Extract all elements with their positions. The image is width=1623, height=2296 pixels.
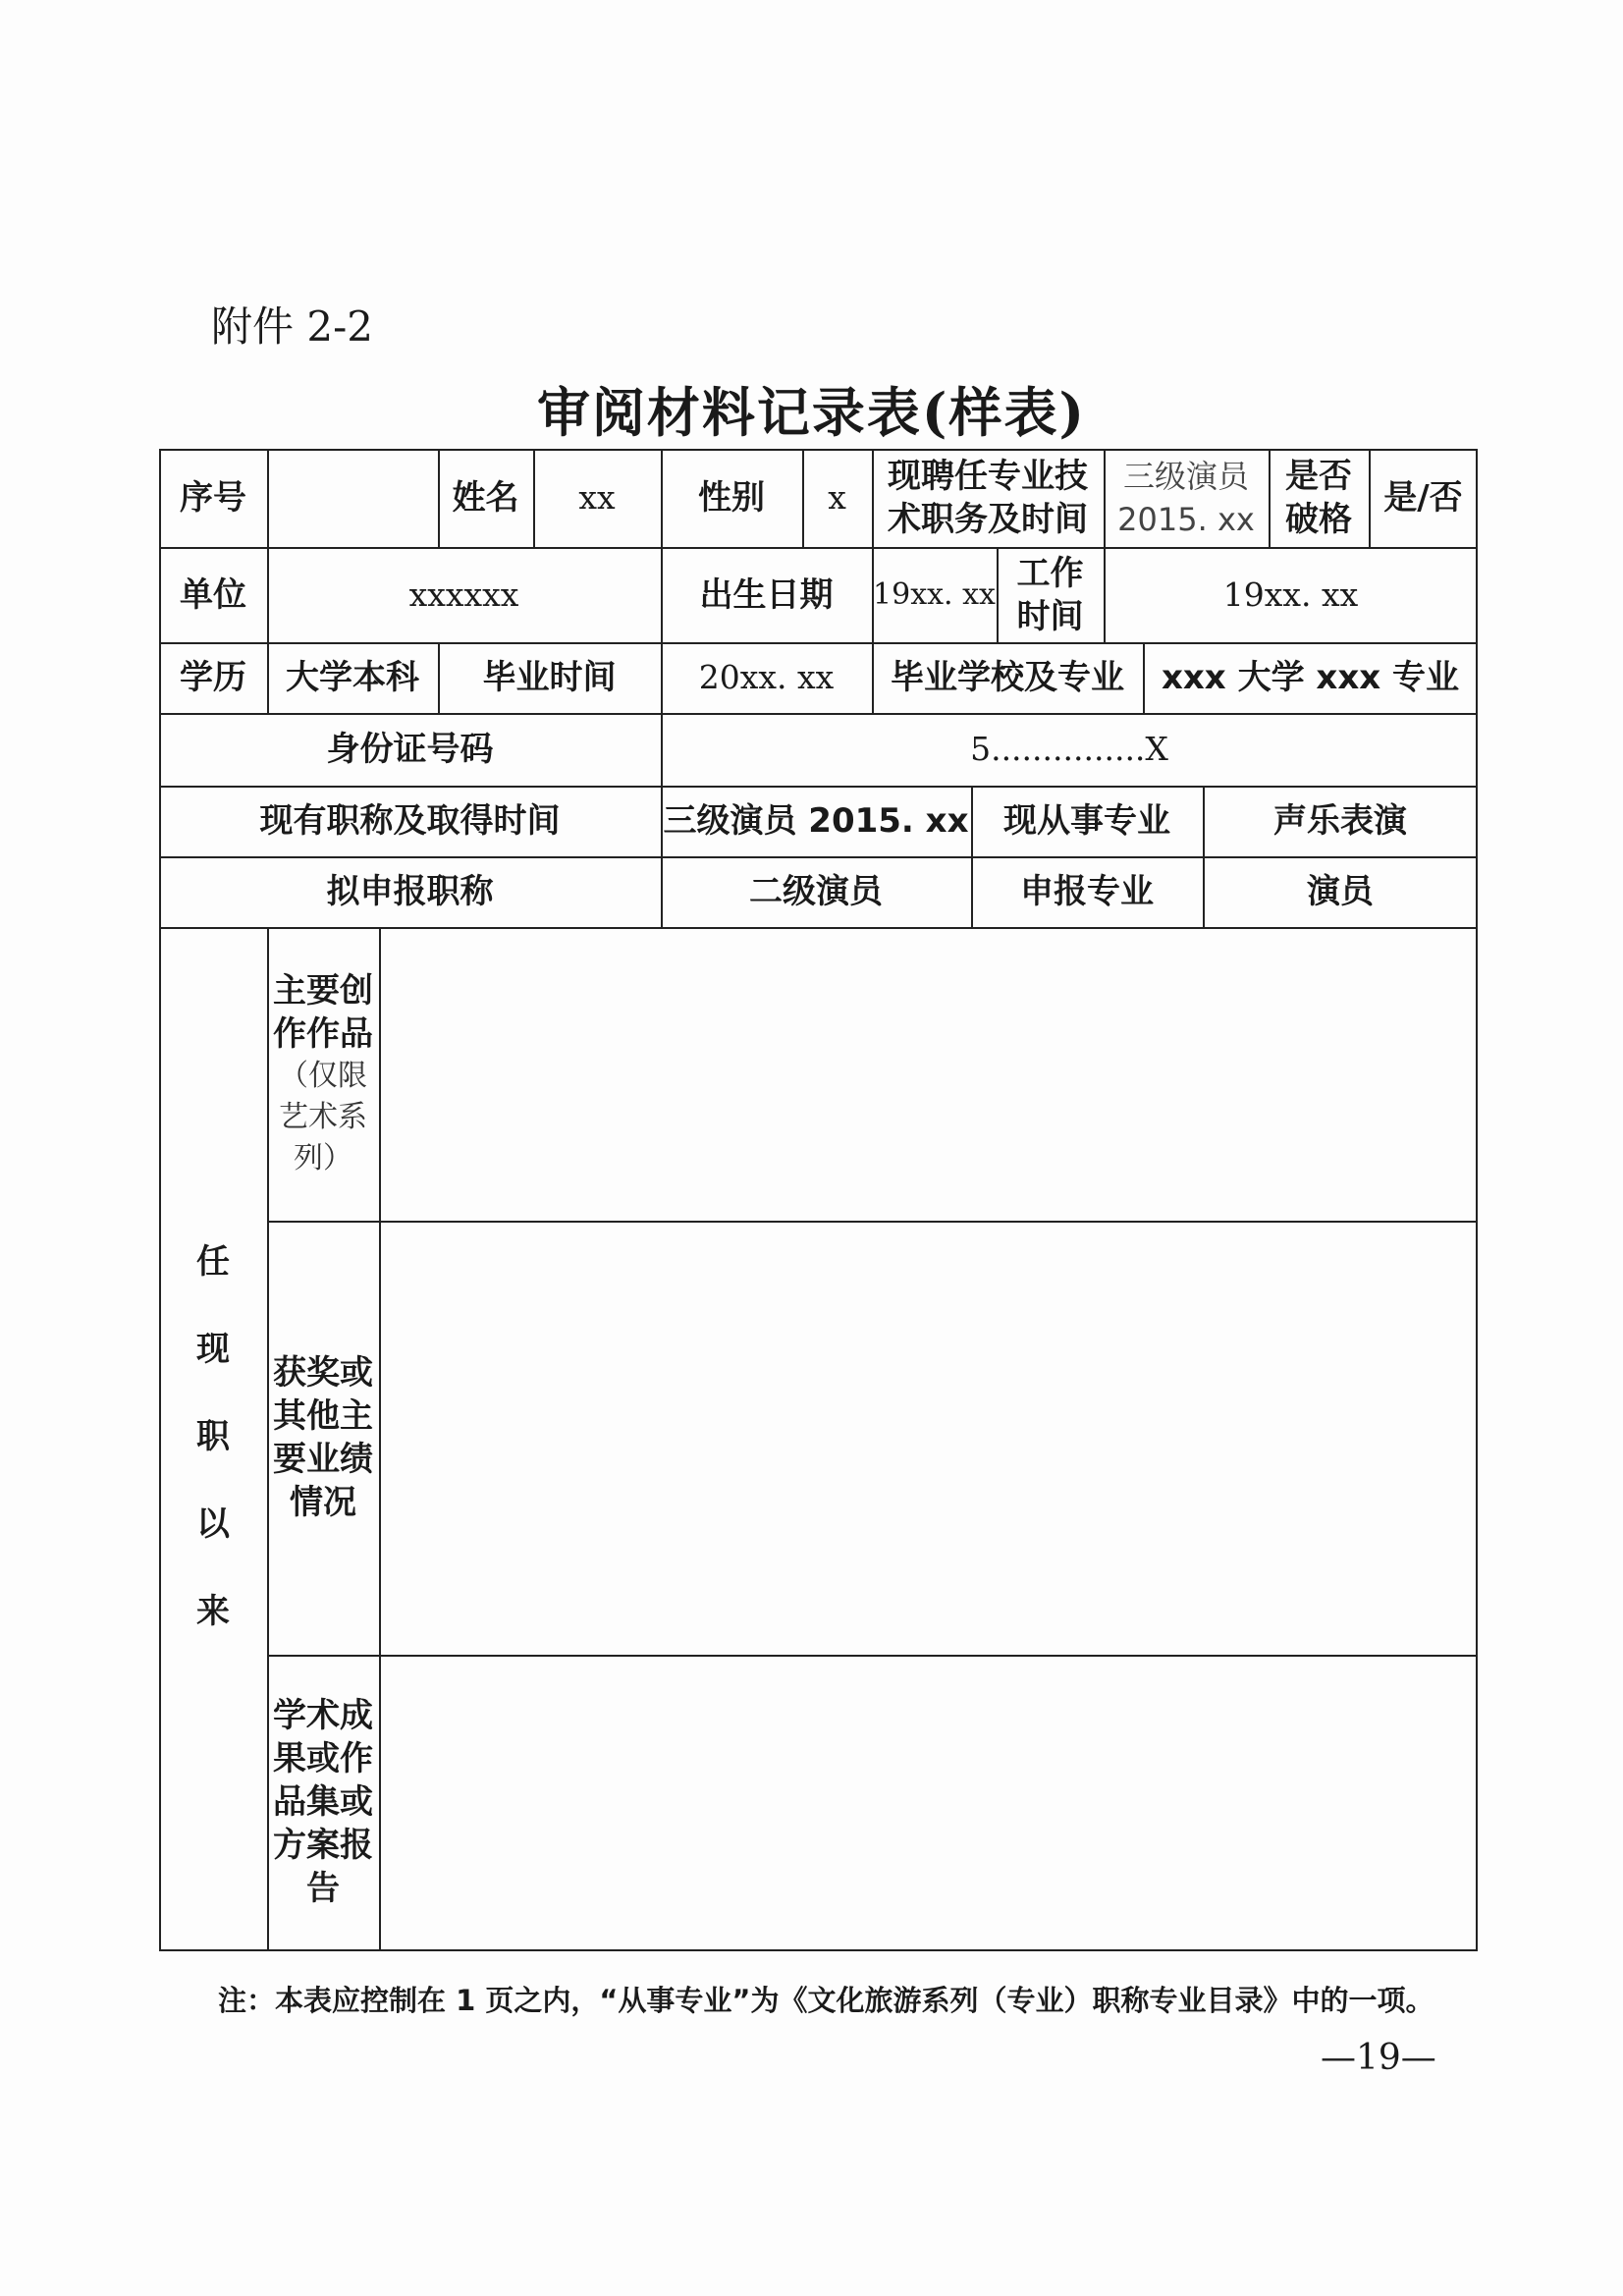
main-works-label-line1: 主要创: [273, 970, 373, 1011]
seq-value-field[interactable]: [267, 449, 438, 547]
awards-label-line3: 要业绩: [273, 1440, 373, 1479]
apply-title-label: 拟申报职称: [326, 872, 494, 911]
awards-label-line2: 其他主: [273, 1396, 373, 1436]
main-works-note-line1: （仅限: [279, 1058, 367, 1093]
academic-label-line4: 方案报: [273, 1826, 373, 1865]
academic-label-line1: 学术成: [273, 1696, 373, 1735]
apply-major-value-field[interactable]: 演员: [1307, 872, 1374, 911]
main-works-label: [267, 927, 379, 1221]
work-time-value-field[interactable]: 19xx. xx: [1222, 574, 1359, 614]
birth-value-field[interactable]: 19xx. xx: [873, 576, 996, 612]
breakthrough-label: [1269, 449, 1369, 547]
side-char-2: 现: [196, 1330, 230, 1369]
academic-label: [267, 1655, 379, 1949]
main-works-note-line2: 艺术系: [279, 1099, 367, 1134]
main-works-label-line2: 作作品: [273, 1013, 373, 1054]
current-post-value-field[interactable]: [1104, 449, 1269, 547]
academic-field[interactable]: [379, 1655, 1478, 1949]
academic-label-line3: 品集或: [273, 1782, 373, 1822]
current-post-label: [872, 449, 1104, 547]
review-record-table: [159, 449, 1478, 1951]
current-post-label-line2: 术职务及时间: [888, 500, 1088, 539]
current-major-label: 现从事专业: [1003, 801, 1170, 841]
footnote: 注：本表应控制在 1 页之内，“从事专业”为《文化旅游系列（专业）职称专业目录》中的一项。: [218, 1984, 1434, 2017]
academic-label-line5: 告: [306, 1869, 340, 1908]
apply-title-value-field[interactable]: 二级演员: [749, 872, 883, 911]
side-char-3: 职: [196, 1417, 230, 1456]
current-title-label: 现有职称及取得时间: [259, 801, 561, 841]
main-works-note-line3: 列）: [294, 1140, 352, 1175]
unit-value-field[interactable]: xxxxxx: [408, 574, 519, 614]
gender-value-field[interactable]: x: [828, 478, 846, 517]
birth-label: 出生日期: [699, 574, 834, 615]
current-post-label-line1: 现聘任专业技: [888, 457, 1088, 496]
work-time-label-line1: 工作: [1016, 553, 1084, 593]
id-number-value-field[interactable]: 5...............X: [970, 730, 1168, 768]
apply-major-label: 申报专业: [1020, 872, 1154, 911]
seq-label: 序号: [180, 478, 246, 518]
side-char-5: 来: [196, 1592, 230, 1631]
current-post-value-line1: 三级演员: [1122, 458, 1249, 495]
school-major-label: 毕业学校及专业: [891, 658, 1124, 697]
current-major-value-field[interactable]: 声乐表演: [1273, 801, 1407, 841]
education-value-field[interactable]: 大学本科: [286, 658, 419, 697]
awards-label: [267, 1221, 379, 1655]
unit-label: 单位: [180, 574, 246, 615]
awards-label-line4: 情况: [290, 1483, 356, 1522]
current-post-value-line2: 2015. xx: [1117, 501, 1255, 538]
page-number: —19—: [1321, 2038, 1436, 2078]
since-current-post-label: [159, 1215, 267, 1652]
side-char-4: 以: [196, 1504, 230, 1544]
breakthrough-label-line2: 破格: [1285, 500, 1352, 539]
main-works-field[interactable]: [379, 927, 1478, 1221]
graduation-time-value-field[interactable]: 20xx. xx: [698, 658, 835, 696]
awards-label-line1: 获奖或: [273, 1353, 373, 1393]
work-time-label: [997, 547, 1104, 642]
id-number-label: 身份证号码: [326, 730, 494, 769]
name-value-field[interactable]: xx: [578, 478, 616, 517]
name-label: 姓名: [452, 478, 519, 518]
work-time-label-line2: 时间: [1016, 596, 1084, 636]
graduation-time-label: 毕业时间: [482, 658, 617, 697]
breakthrough-value-field[interactable]: 是/否: [1383, 478, 1463, 518]
gender-label: 性别: [698, 478, 765, 518]
current-title-value-field[interactable]: 三级演员 2015. xx: [663, 801, 969, 841]
awards-field[interactable]: [379, 1221, 1478, 1655]
side-char-1: 任: [196, 1242, 230, 1282]
form-title: 审阅材料记录表(样表): [536, 381, 1087, 444]
breakthrough-label-line1: 是否: [1285, 457, 1352, 496]
school-major-value-field[interactable]: xxx 大学 xxx 专业: [1161, 658, 1460, 697]
education-label: 学历: [180, 658, 246, 697]
academic-label-line2: 果或作: [273, 1739, 373, 1778]
attachment-label: 附件 2-2: [211, 302, 373, 351]
